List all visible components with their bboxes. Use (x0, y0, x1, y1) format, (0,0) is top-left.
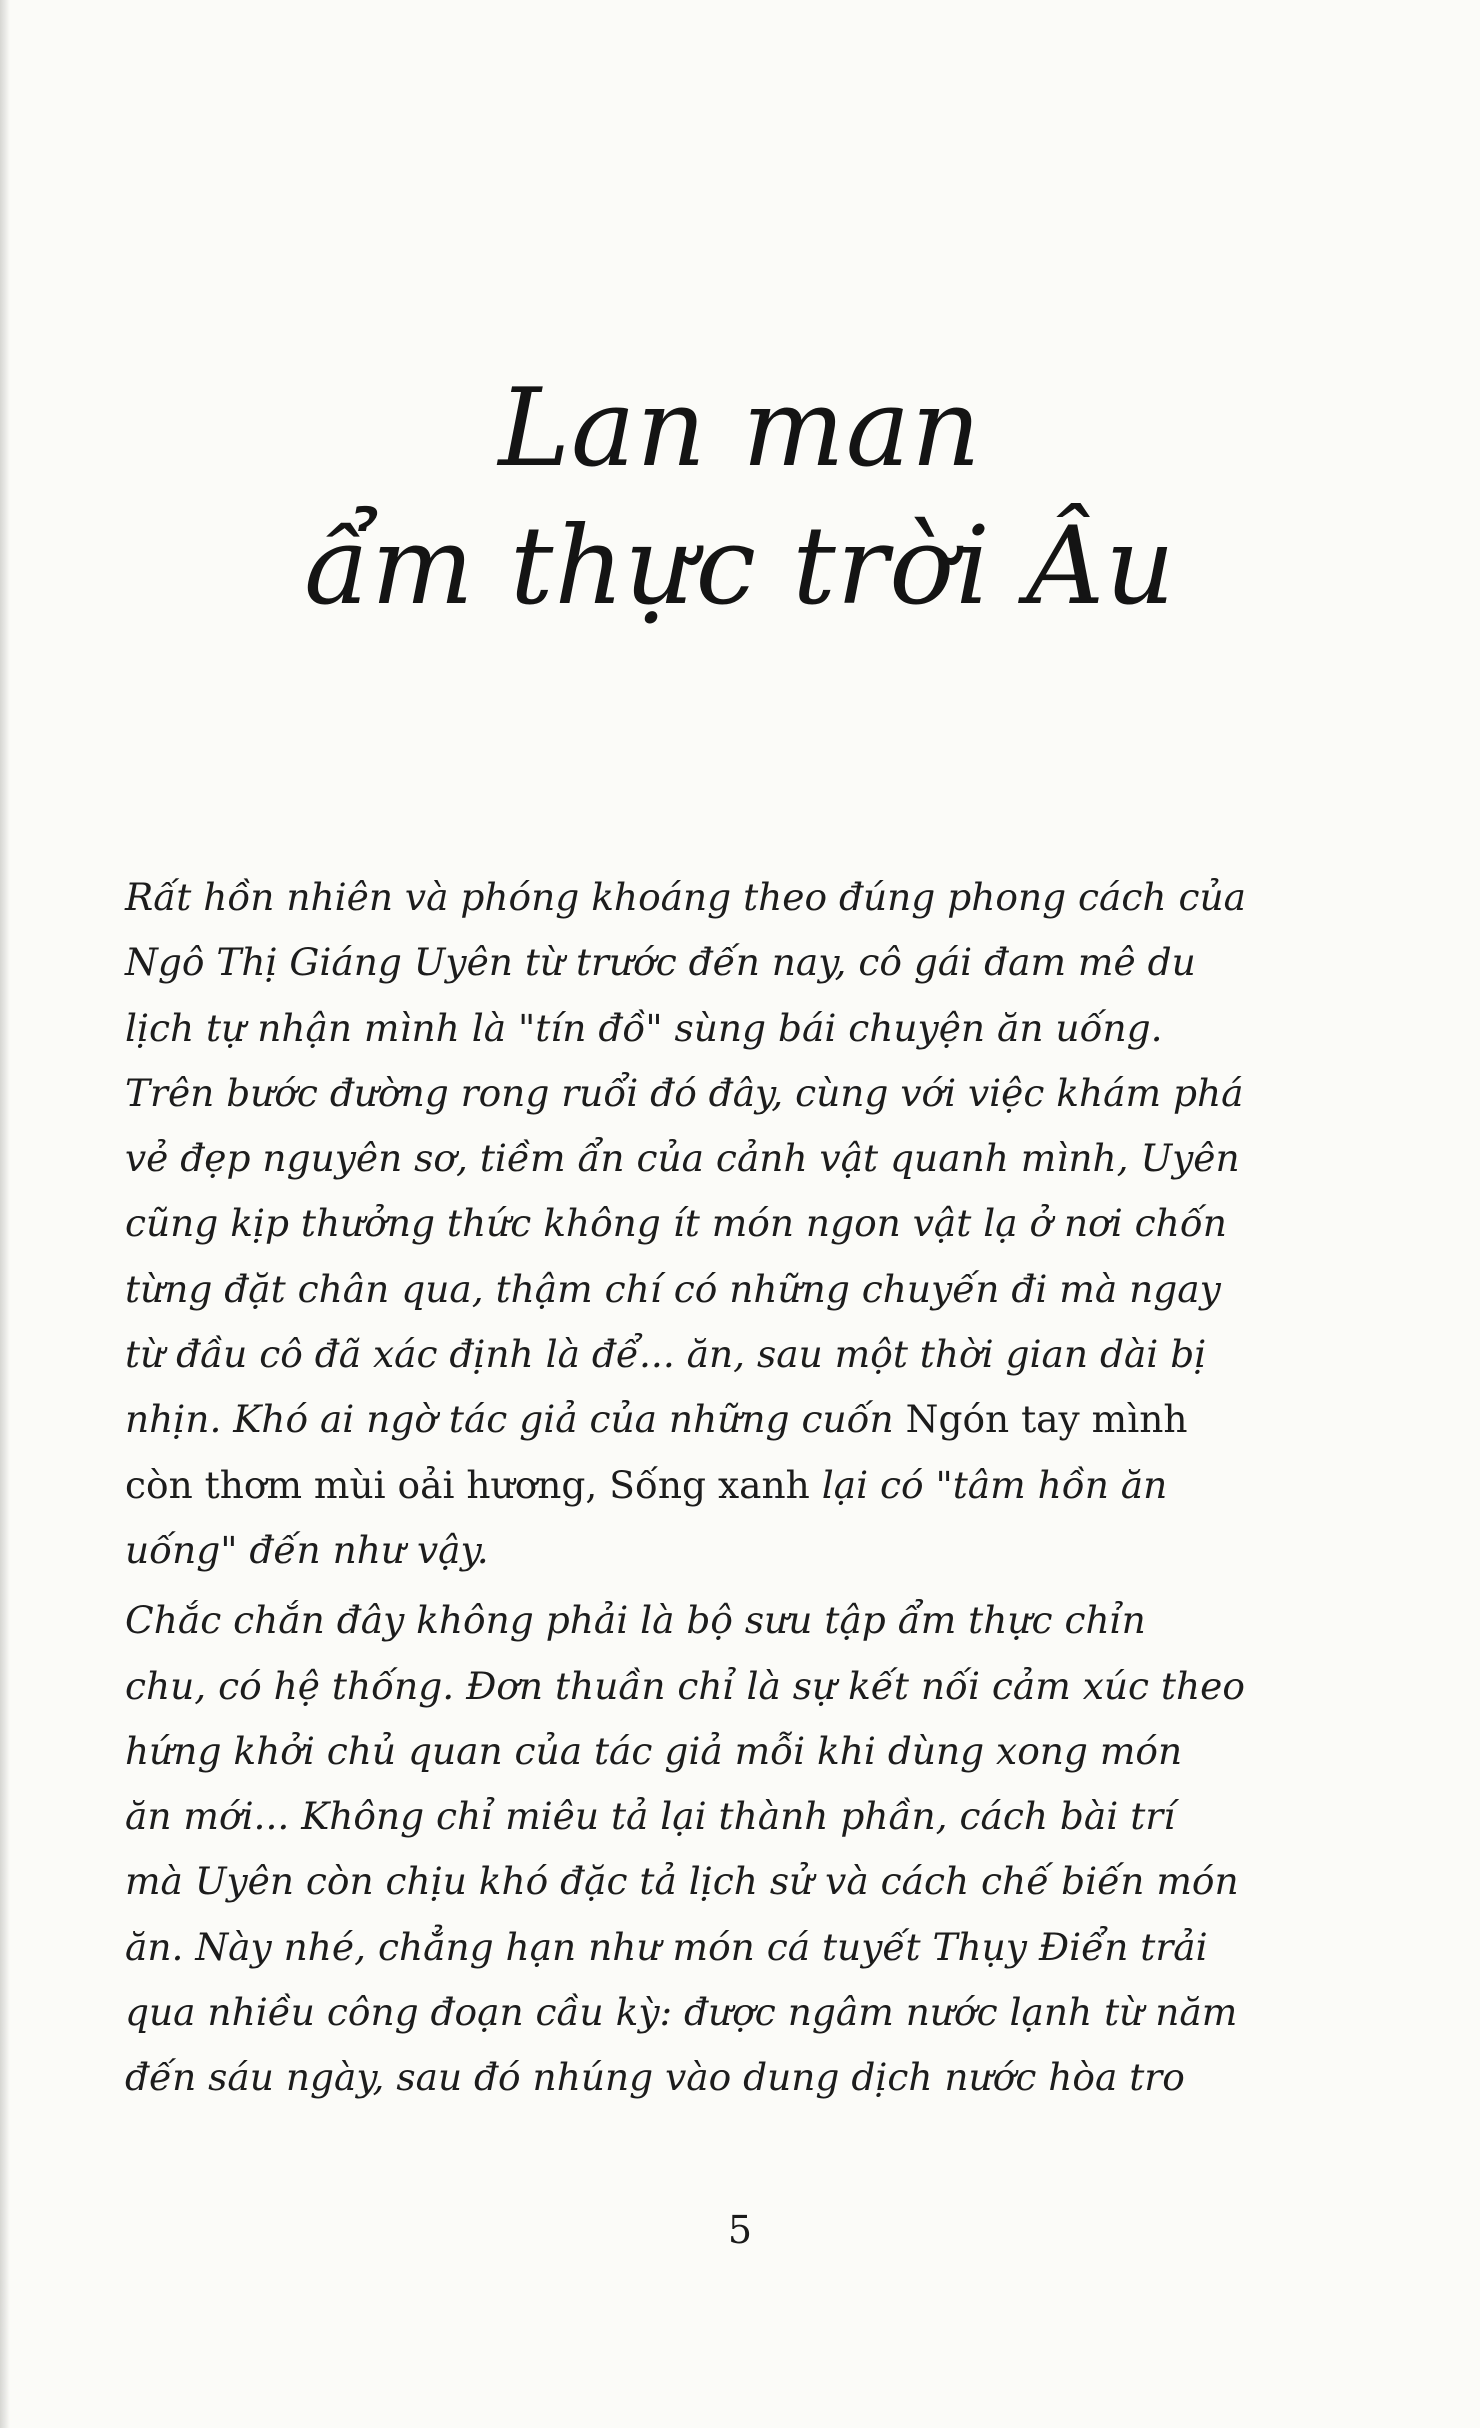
text-segment: đến sáu ngày, sau đó nhúng vào dung dịch nước hòa tro (125, 2055, 1185, 2100)
text-segment: Trên bước đường rong ruổi đó đây, cùng với việc khám phá (125, 1070, 1244, 1115)
text-segment: Chắc chắn đây không phải là bộ sưu tập ẩm thực chỉn (125, 1598, 1146, 1643)
page-number: 5 (727, 2208, 753, 2252)
text-line (125, 1453, 1285, 1518)
paragraph (125, 1588, 1285, 2110)
text-line (125, 1980, 1285, 2045)
text-line (125, 1518, 1285, 1583)
text-segment: cũng kịp thưởng thức không ít món ngon vật lạ ở nơi chốn (125, 1201, 1227, 1246)
body-text (125, 865, 1285, 2111)
text-line (125, 1387, 1285, 1452)
text-line (125, 1588, 1285, 1653)
text-line (125, 1784, 1285, 1849)
text-line (125, 1061, 1285, 1126)
paragraph (125, 865, 1285, 1583)
text-line (125, 1849, 1285, 1914)
text-line (125, 1126, 1285, 1191)
text-segment: chu, có hệ thống. Đơn thuần chỉ là sự kết nối cảm xúc theo (125, 1663, 1245, 1708)
text-line (125, 1719, 1285, 1784)
text-line (125, 996, 1285, 1061)
text-segment: qua nhiều công đoạn cầu kỳ: được ngâm nước lạnh từ năm (125, 1990, 1238, 2035)
text-segment: uống" đến như vậy. (125, 1527, 489, 1572)
book-title-text: còn thơm mùi oải hương, Sống xanh (125, 1462, 810, 1507)
book-title-text: Ngón tay mình (905, 1397, 1188, 1442)
text-segment: ăn. Này nhé, chẳng hạn như món cá tuyết Thụy Điển trải (125, 1924, 1208, 1969)
text-line (125, 865, 1285, 930)
text-line (125, 1322, 1285, 1387)
text-line (125, 1191, 1285, 1256)
text-line (125, 1915, 1285, 1980)
text-segment: lại có "tâm hồn ăn (809, 1462, 1168, 1507)
text-segment: vẻ đẹp nguyên sơ, tiềm ẩn của cảnh vật quanh mình, Uyên (125, 1136, 1240, 1181)
text-line (125, 1654, 1285, 1719)
text-segment: mà Uyên còn chịu khó đặc tả lịch sử và cách chế biến món (125, 1859, 1239, 1904)
chapter-title-line-2: ẩm thực trời Âu (304, 504, 1176, 629)
text-segment: Rất hồn nhiên và phóng khoáng theo đúng phong cách của (125, 875, 1246, 919)
chapter-title-line-1: Lan man (498, 366, 982, 491)
text-segment: Ngô Thị Giáng Uyên từ trước đến nay, cô gái đam mê du (125, 940, 1196, 985)
text-segment: từng đặt chân qua, thậm chí có những chuyến đi mà ngay (125, 1266, 1221, 1311)
text-segment: hứng khởi chủ quan của tác giả mỗi khi dùng xong món (125, 1728, 1183, 1773)
text-segment: ăn mới... Không chỉ miêu tả lại thành phần, cách bài trí (125, 1794, 1176, 1839)
text-segment: nhịn. Khó ai ngờ tác giả của những cuốn (125, 1397, 906, 1442)
text-line (125, 930, 1285, 995)
text-line (125, 1257, 1285, 1322)
text-segment: từ đầu cô đã xác định là để... ăn, sau một thời gian dài bị (125, 1332, 1207, 1377)
text-segment: lịch tự nhận mình là "tín đồ" sùng bái chuyện ăn uống. (125, 1005, 1163, 1050)
text-line (125, 2045, 1285, 2110)
